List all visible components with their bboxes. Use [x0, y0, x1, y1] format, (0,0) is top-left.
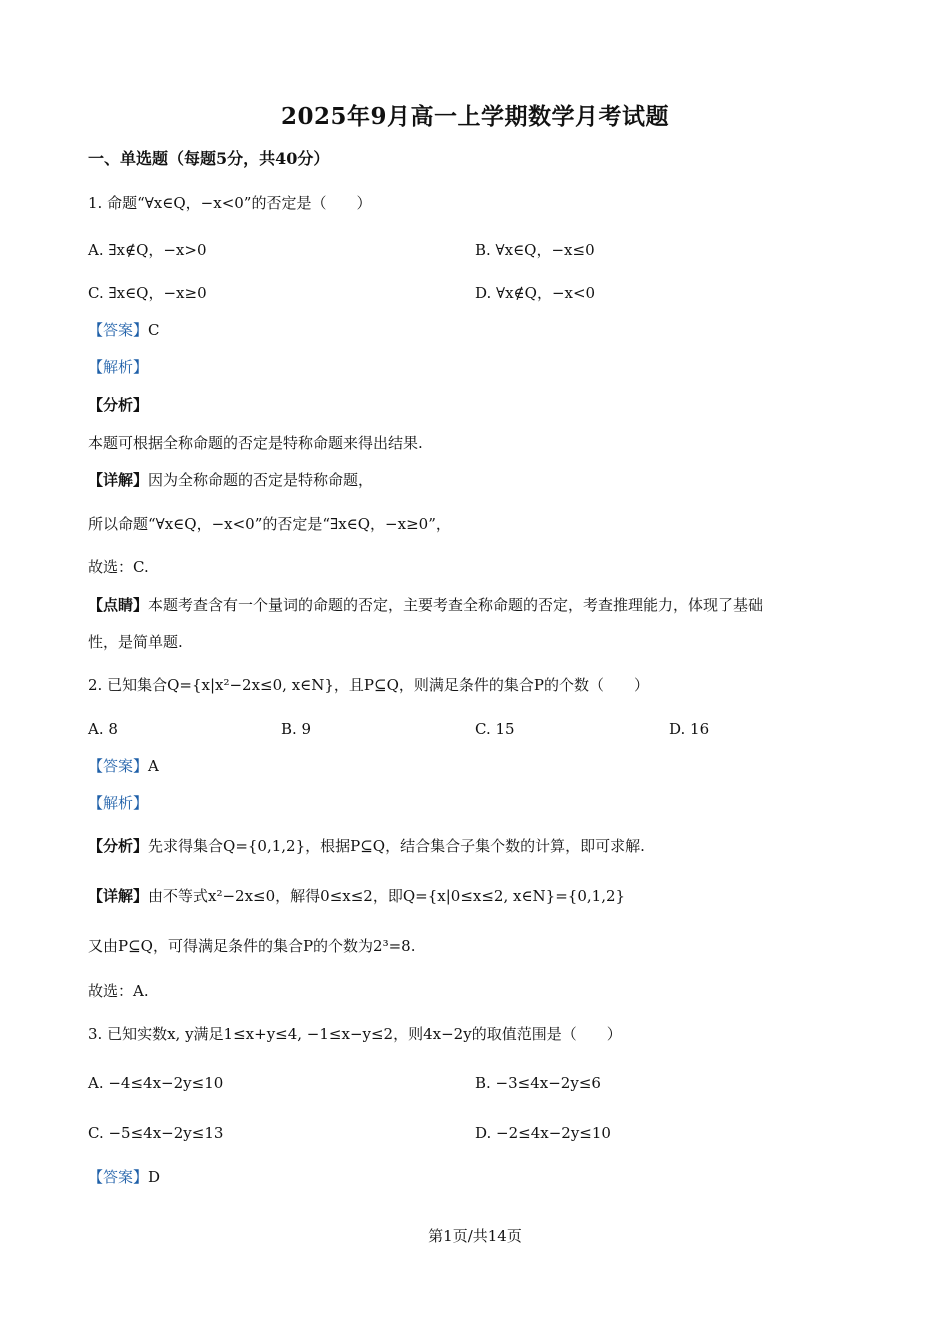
detail-text: 因为全称命题的否定是特称命题， — [148, 471, 374, 489]
q3-option-c: C. −5≤4x−2y≤13 — [88, 1124, 224, 1142]
q2-analysis-tag: 【解析】 — [88, 794, 149, 812]
detail-text: 由不等式x²−2x≤0，解得0≤x≤2，即Q={x|0≤x≤2, x∈N}={0,1,2} — [148, 887, 626, 905]
q1-option-c: C. ∃x∈Q，−x≥0 — [88, 284, 207, 302]
q1-option-d: D. ∀x∉Q，−x<0 — [475, 284, 596, 302]
q2-option-b: B. 9 — [281, 720, 312, 738]
q2-option-d: D. 16 — [669, 720, 710, 738]
q2-stem: 2. 已知集合Q={x|x²−2x≤0, x∈N}，且P⊆Q，则满足条件的集合P的个数（ ） — [88, 676, 649, 694]
q2-answer — [88, 756, 159, 776]
q1-analysis-tag: 【解析】 — [88, 358, 149, 376]
answer-value: C — [148, 321, 160, 339]
q1-stem: 1. 命题“∀x∈Q，−x<0”的否定是（ ） — [88, 194, 372, 212]
section-heading: 一、单选题（每题5分，共40分） — [88, 149, 330, 168]
q1-detail-2: 所以命题“∀x∈Q，−x<0”的否定是“∃x∈Q，−x≥0”， — [88, 515, 451, 533]
q1-option-a: A. ∃x∉Q，−x>0 — [88, 241, 207, 259]
fenxi-text: 先求得集合Q={0,1,2}，根据P⊆Q，结合集合子集个数的计算，即可求解. — [148, 837, 645, 855]
detail-tag: 【详解】 — [88, 887, 149, 905]
answer-value: D — [148, 1168, 161, 1186]
q1-choose: 故选：C. — [88, 558, 149, 576]
q1-dianjing — [88, 595, 763, 615]
q3-answer — [88, 1167, 160, 1187]
q1-option-b: B. ∀x∈Q，−x≤0 — [475, 241, 595, 259]
q2-detail — [88, 886, 625, 906]
page-title: 2025年9月高一上学期数学月考试题 — [280, 103, 670, 130]
q1-dianjing-2: 性，是简单题. — [88, 633, 183, 651]
q2-option-a: A. 8 — [88, 720, 118, 738]
detail-tag: 【详解】 — [88, 471, 149, 489]
dianjing-text: 本题考查含有一个量词的命题的否定，主要考查全称命题的否定，考查推理能力，体现了基础 — [148, 596, 764, 614]
q1-answer — [88, 320, 160, 340]
q3-option-b: B. −3≤4x−2y≤6 — [475, 1074, 601, 1092]
answer-value: A — [148, 757, 159, 775]
answer-tag: 【答案】 — [88, 757, 149, 775]
q2-fenxi — [88, 836, 645, 856]
q1-detail — [88, 470, 373, 490]
q1-fenxi-text: 本题可根据全称命题的否定是特称命题来得出结果. — [88, 434, 423, 452]
q2-choose: 故选：A. — [88, 982, 149, 1000]
dianjing-tag: 【点睛】 — [88, 596, 149, 614]
fenxi-tag: 【分析】 — [88, 837, 149, 855]
q1-fenxi-tag: 【分析】 — [88, 396, 149, 414]
answer-tag: 【答案】 — [88, 321, 149, 339]
answer-tag: 【答案】 — [88, 1168, 149, 1186]
q3-option-a: A. −4≤4x−2y≤10 — [88, 1074, 224, 1092]
q3-stem: 3. 已知实数x, y满足1≤x+y≤4, −1≤x−y≤2，则4x−2y的取值范围是（ ） — [88, 1025, 622, 1043]
q2-option-c: C. 15 — [475, 720, 515, 738]
page-footer: 第1页/共14页 — [428, 1227, 522, 1245]
q3-option-d: D. −2≤4x−2y≤10 — [475, 1124, 611, 1142]
q2-detail-2: 又由P⊆Q，可得满足条件的集合P的个数为2³=8. — [88, 937, 416, 955]
